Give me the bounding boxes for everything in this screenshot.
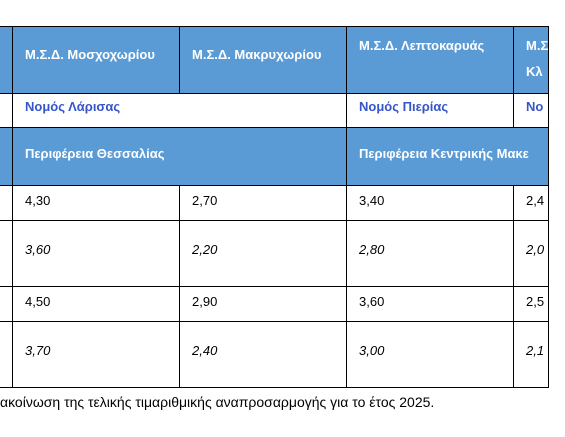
prefecture-cell: Νο bbox=[514, 94, 549, 128]
value-cell: 3,40 bbox=[347, 186, 514, 221]
table-row bbox=[0, 186, 549, 221]
value-cell: 2,1 bbox=[514, 322, 549, 388]
row-stub bbox=[0, 322, 13, 388]
value-cell: 3,60 bbox=[13, 221, 180, 287]
value-cell: 2,0 bbox=[514, 221, 549, 287]
value-cell: 3,70 bbox=[13, 322, 180, 388]
header-row bbox=[0, 27, 549, 94]
prefecture-row bbox=[0, 94, 549, 128]
table-row bbox=[0, 322, 549, 388]
region-cell: Περιφέρεια Θεσσαλίας bbox=[13, 128, 347, 186]
row-stub bbox=[0, 221, 13, 287]
prefecture-cell: Νομός Πιερίας bbox=[347, 94, 514, 128]
header-cell: Μ.Σ.Δ. Κλ bbox=[514, 27, 549, 94]
value-cell: 2,70 bbox=[180, 186, 347, 221]
value-cell: 3,60 bbox=[347, 287, 514, 322]
row-stub bbox=[0, 287, 13, 322]
value-cell: 2,90 bbox=[180, 287, 347, 322]
value-cell: 2,40 bbox=[180, 322, 347, 388]
value-cell: 2,5 bbox=[514, 287, 549, 322]
table-row bbox=[0, 221, 549, 287]
header-cell: Μ.Σ.Δ. Μακρυχωρίου bbox=[180, 27, 347, 94]
region-row bbox=[0, 128, 549, 186]
value-cell: 3,00 bbox=[347, 322, 514, 388]
header-cell: Μ.Σ.Δ. Λεπτοκαρυάς bbox=[347, 27, 514, 94]
row-stub bbox=[0, 128, 13, 186]
tariff-table bbox=[0, 26, 565, 388]
prefecture-cell: Νομός Λάρισας bbox=[13, 94, 347, 128]
value-cell: 2,20 bbox=[180, 221, 347, 287]
table-caption: ακοίνωση της τελικής τιμαριθμικής αναπροσαρμογής για το έτος 2025. bbox=[0, 394, 435, 410]
header-cell: Μ.Σ.Δ. Μοσχοχωρίου bbox=[13, 27, 180, 94]
row-stub bbox=[0, 94, 13, 128]
header-cell-stub bbox=[0, 27, 13, 94]
value-cell: 2,80 bbox=[347, 221, 514, 287]
table-row bbox=[0, 287, 549, 322]
row-stub bbox=[0, 186, 13, 221]
value-cell: 4,50 bbox=[13, 287, 180, 322]
region-cell: Περιφέρεια Κεντρικής Μακε bbox=[347, 128, 549, 186]
value-cell: 4,30 bbox=[13, 186, 180, 221]
value-cell: 2,4 bbox=[514, 186, 549, 221]
